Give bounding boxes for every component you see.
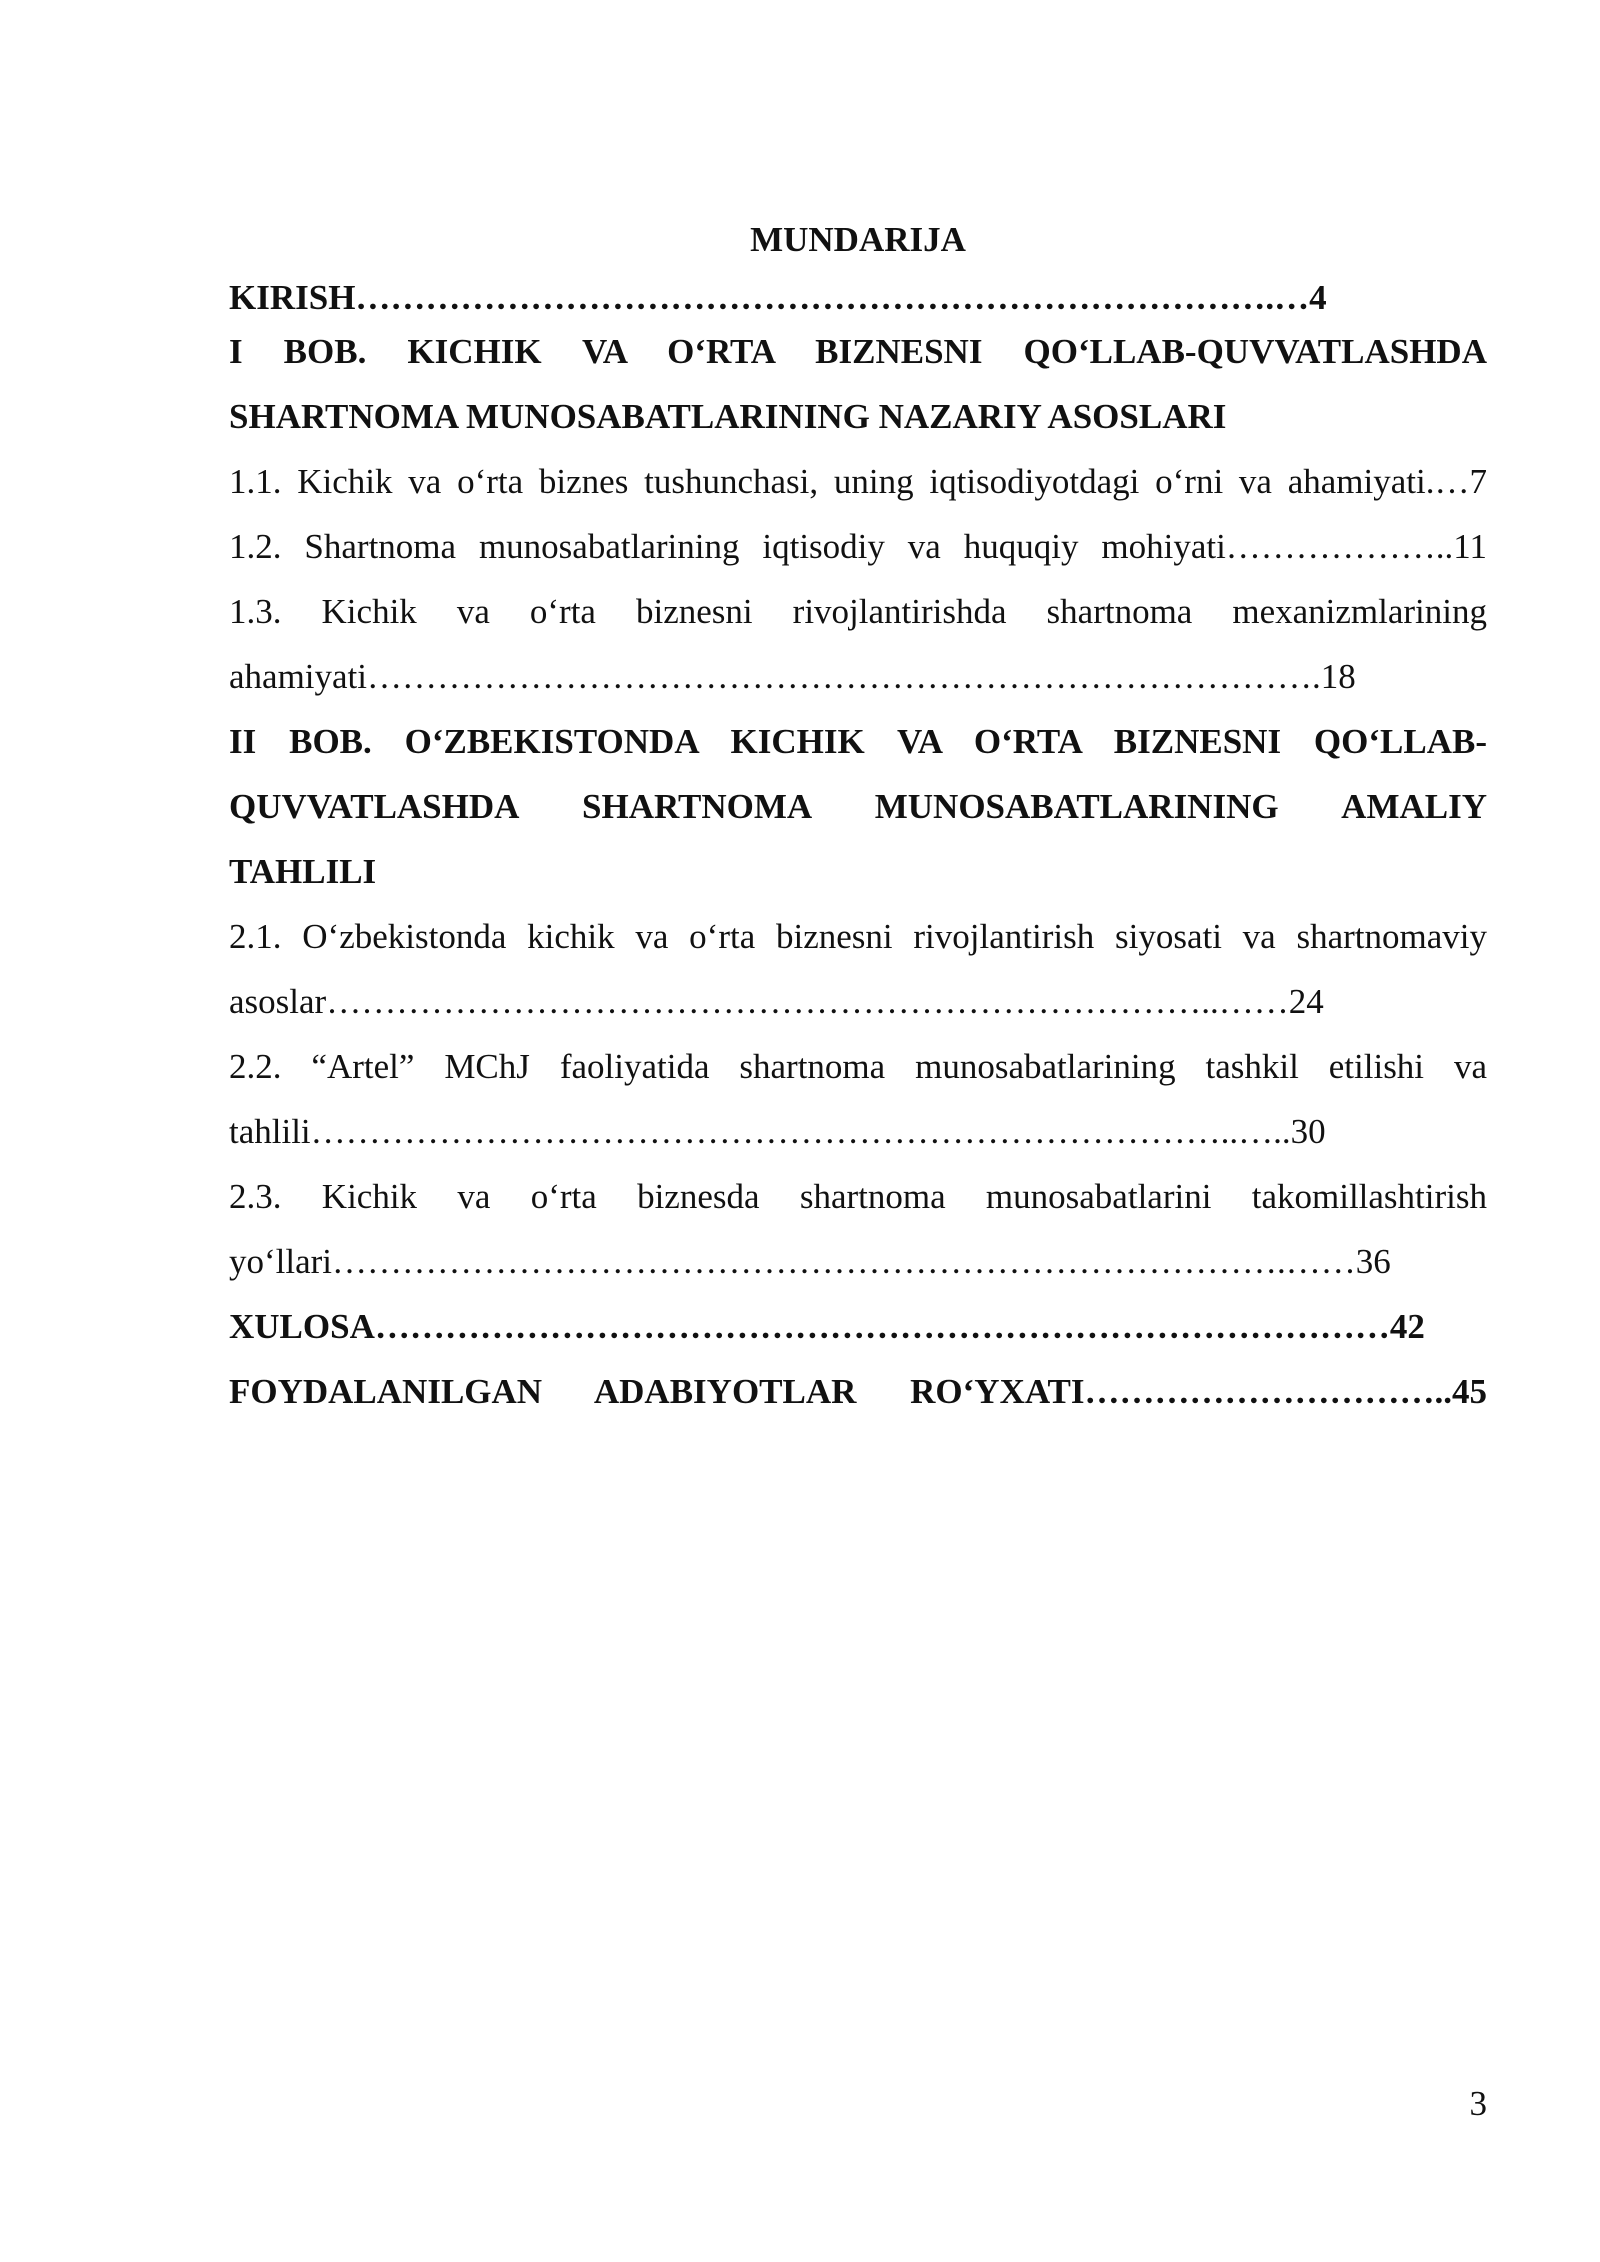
toc-entry-2-2-line-1: 2.2. “Artel” MChJ faoliyatida shartnoma munosabatlarining tashkil etilishi va	[229, 1047, 1487, 1086]
toc-chapter-2-heading-line-2: QUVVATLASHDA SHARTNOMA MUNOSABATLARINING AMALIY	[229, 787, 1487, 826]
toc-entry-kirish: KIRISH…………………………………………………………………….…4	[229, 278, 1327, 317]
toc-entry-1-3-line-2: ahamiyati……………………………………………………………………….18	[229, 657, 1356, 696]
table-of-contents	[229, 215, 1487, 1424]
toc-entry-2-1-line-2: asoslar…………………………………………………………………..……24	[229, 982, 1324, 1021]
toc-entry-2-2-line-2: tahlili……………………………………………………………………..…..30	[229, 1112, 1326, 1151]
toc-entry-xulosa: XULOSA……………………………………………………………………………42	[229, 1307, 1425, 1346]
toc-chapter-1-heading-line-1: I BOB. KICHIK VA O‘RTA BIZNESNI QO‘LLAB-QUVVATLASHDA	[229, 332, 1487, 371]
toc-entry-2-3-line-2: yo‘llari……………………………………………………………………….……36	[229, 1242, 1391, 1281]
toc-entry-2-3-line-1: 2.3. Kichik va o‘rta biznesda shartnoma munosabatlarini takomillashtirish	[229, 1177, 1487, 1216]
toc-title: MUNDARIJA	[750, 220, 966, 259]
toc-entry-1-3-line-1: 1.3. Kichik va o‘rta biznesni rivojlantirishda shartnoma mexanizmlarining	[229, 592, 1487, 631]
toc-entry-1-2: 1.2. Shartnoma munosabatlarining iqtisodiy va huquqiy mohiyati………………..11	[229, 527, 1487, 566]
toc-chapter-2-heading-line-3: TAHLILI	[229, 852, 377, 891]
toc-entry-2-1-line-1: 2.1. O‘zbekistonda kichik va o‘rta biznesni rivojlantirish siyosati va shartnomaviy	[229, 917, 1487, 956]
toc-chapter-2-heading-line-1: II BOB. O‘ZBEKISTONDA KICHIK VA O‘RTA BIZNESNI QO‘LLAB-	[229, 722, 1487, 761]
toc-entry-bibliography: FOYDALANILGAN ADABIYOTLAR RO‘YXATI…………………………..45	[229, 1372, 1487, 1411]
page-number: 3	[1469, 2084, 1487, 2123]
toc-chapter-1-heading-line-2: SHARTNOMA MUNOSABATLARINING NAZARIY ASOSLARI	[229, 397, 1227, 436]
toc-entry-1-1: 1.1. Kichik va o‘rta biznes tushunchasi, uning iqtisodiyotdagi o‘rni va ahamiyati.…7	[229, 462, 1487, 501]
